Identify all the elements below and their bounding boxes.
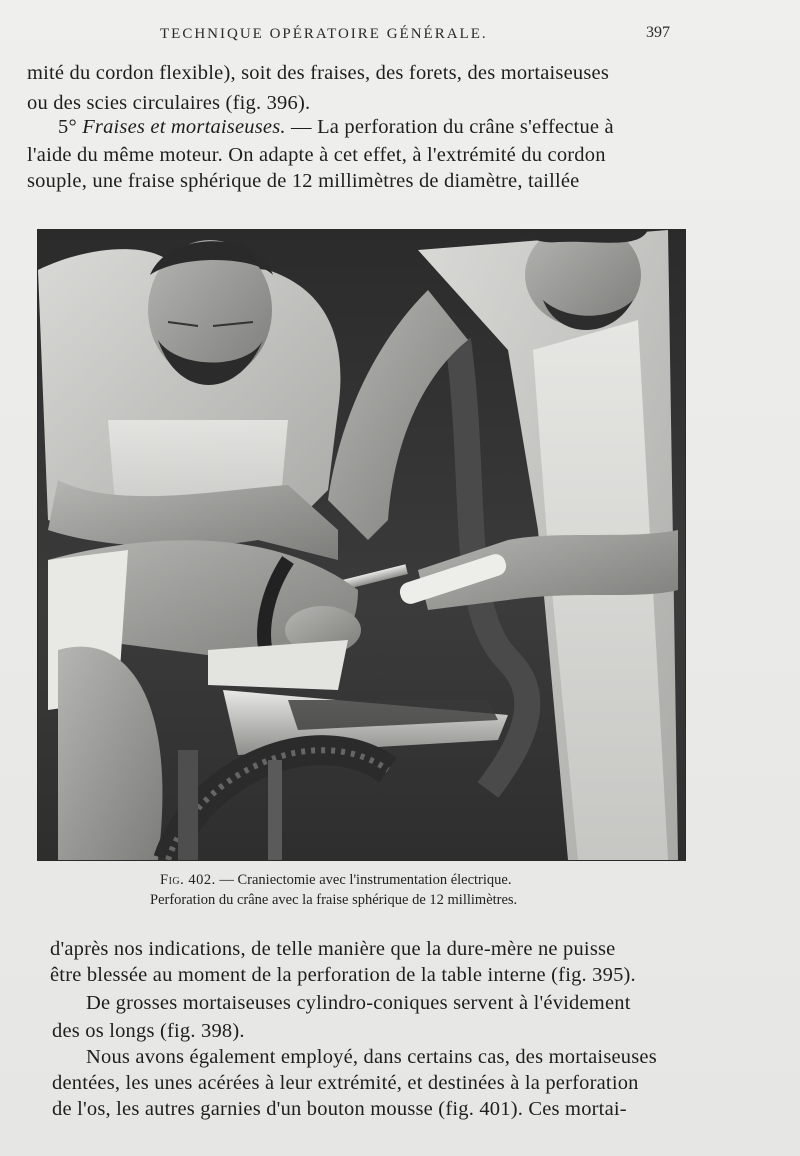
table-leg xyxy=(268,760,282,860)
body-line: être blessée au moment de la perforation de la table interne (fig. 395). xyxy=(50,964,636,986)
table-leg xyxy=(178,750,198,860)
body-line: dentées, les unes acérées à leur extrémité, et destinées à la perforation xyxy=(52,1072,639,1094)
body-line: Nous avons également employé, dans certains cas, des mortaiseuses xyxy=(86,1046,657,1068)
section-heading-line xyxy=(58,116,614,139)
surgery-photograph xyxy=(38,230,685,860)
body-line: ou des scies circulaires (fig. 396). xyxy=(27,92,311,114)
figure-caption-line xyxy=(160,872,511,889)
body-line: l'aide du même moteur. On adapte à cet effet, à l'extrémité du cordon xyxy=(27,144,606,166)
photo-illustration xyxy=(38,230,685,860)
figure-caption-line: Perforation du crâne avec la fraise sphérique de 12 millimètres. xyxy=(150,892,518,908)
section-number: 5° xyxy=(58,116,83,138)
page-number: 397 xyxy=(646,24,670,41)
body-line: souple, une fraise sphérique de 12 millimètres de diamètre, taillée xyxy=(27,170,580,192)
body-line: mité du cordon flexible), soit des fraises, des forets, des mortaiseuses xyxy=(27,62,609,84)
body-line: d'après nos indications, de telle manière que la dure-mère ne puisse xyxy=(50,938,616,960)
section-text: — La perforation du crâne s'effectue à xyxy=(285,116,614,138)
body-line: des os longs (fig. 398). xyxy=(52,1020,245,1042)
figure-label: Fig. 402. xyxy=(160,872,216,888)
section-title: Fraises et mortaiseuses. xyxy=(82,116,286,138)
body-line: De grosses mortaiseuses cylindro-coniques servent à l'évidement xyxy=(86,992,631,1014)
body-line: de l'os, les autres garnies d'un bouton mousse (fig. 401). Ces mortai- xyxy=(52,1098,627,1120)
figure-caption-text: — Craniectomie avec l'instrumentation électrique. xyxy=(215,872,512,888)
running-head: TECHNIQUE OPÉRATOIRE GÉNÉRALE. xyxy=(160,26,488,42)
